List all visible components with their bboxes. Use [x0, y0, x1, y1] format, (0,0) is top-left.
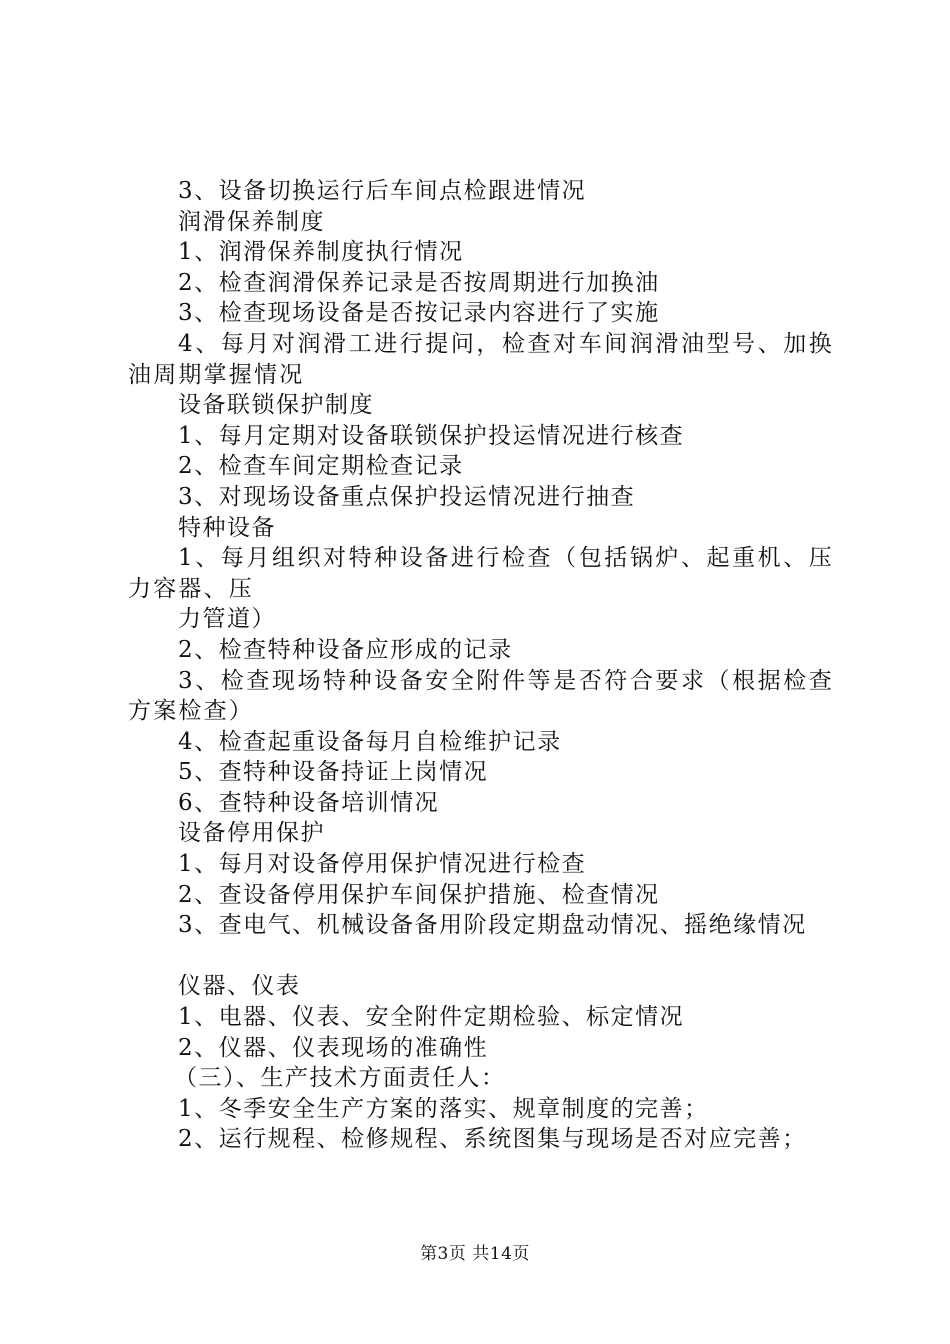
text-line: 1、每月定期对设备联锁保护投运情况进行核查: [178, 422, 685, 449]
text-line: 6、查特种设备培训情况: [178, 789, 440, 816]
text-line: 3、设备切换运行后车间点检跟进情况: [178, 178, 587, 204]
text-line: 3、检查现场设备是否按记录内容进行了实施: [178, 300, 660, 327]
text-paragraph: 1、每月组织对特种设备进行检查（包括锅炉、起重机、压力容器、压: [128, 545, 834, 602]
document-body: [128, 176, 834, 1155]
section-heading: 设备联锁保护制度: [178, 392, 374, 419]
section-heading: 仪器、仪表: [178, 973, 301, 1000]
blank-line: [128, 941, 834, 972]
text-line: 5、查特种设备持证上岗情况: [178, 759, 489, 786]
page-footer: 第3页 共14页: [420, 1244, 530, 1264]
text-line: 2、运行规程、检修规程、系统图集与现场是否对应完善；: [178, 1126, 807, 1153]
text-line: 力管道）: [178, 606, 276, 633]
text-line: 4、检查起重设备每月自检维护记录: [178, 728, 562, 755]
text-line: 3、对现场设备重点保护投运情况进行抽查: [178, 483, 636, 510]
text-line: 1、冬季安全生产方案的落实、规章制度的完善；: [178, 1095, 709, 1122]
section-heading: 润滑保养制度: [178, 208, 325, 235]
section-heading: 设备停用保护: [178, 820, 325, 847]
section-heading: （三）、生产技术方面责任人：: [174, 1065, 506, 1092]
text-line: 2、检查润滑保养记录是否按周期进行加换油: [178, 269, 660, 296]
text-line: 2、检查车间定期检查记录: [178, 453, 464, 480]
text-paragraph: 3、检查现场特种设备安全附件等是否符合要求（根据检查方案检查）: [128, 667, 834, 725]
text-line: 1、每月对设备停用保护情况进行检查: [178, 851, 587, 878]
text-line: 3、查电气、机械设备备用阶段定期盘动情况、摇绝缘情况: [178, 912, 807, 939]
text-paragraph: 4、每月对润滑工进行提问，检查对车间润滑油型号、加换油周期掌握情况: [128, 330, 834, 388]
section-heading: 特种设备: [178, 514, 276, 541]
text-line: 1、润滑保养制度执行情况: [178, 239, 464, 266]
text-line: 2、查设备停用保护车间保护措施、检查情况: [178, 881, 660, 908]
text-line: 1、电器、仪表、安全附件定期检验、标定情况: [178, 1004, 685, 1031]
text-line: 2、仪器、仪表现场的准确性: [178, 1034, 489, 1061]
text-line: 2、检查特种设备应形成的记录: [178, 636, 513, 663]
